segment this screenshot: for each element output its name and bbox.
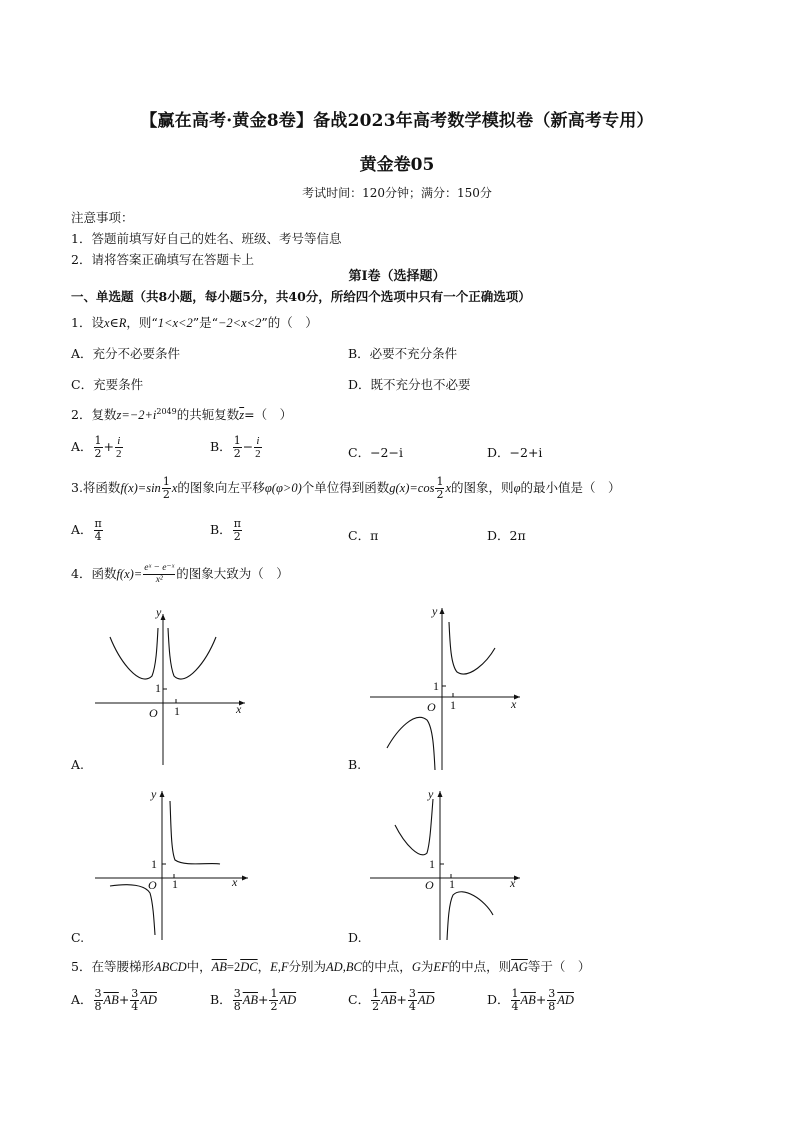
q1-option-d[interactable]: D．既不充分也不必要	[348, 377, 471, 392]
graph-b[interactable]	[365, 600, 535, 775]
curve-right	[447, 892, 493, 940]
tick-label: 1	[433, 679, 439, 693]
q3-option-d[interactable]: D．2π	[487, 528, 526, 543]
section-title: 第I卷（选择题）	[348, 269, 446, 284]
q5-text: 的中点，则	[448, 959, 512, 974]
q5-option-a[interactable]	[71, 988, 157, 1013]
q4-text: 4．函数	[71, 566, 117, 581]
curve-left	[110, 885, 155, 935]
option-label: B．	[210, 439, 232, 454]
q2-option-c[interactable]: C．−2−i	[348, 445, 403, 460]
sign: +	[535, 992, 547, 1007]
exam-title: 【赢在高考·黄金8卷】备战2023年高考数学模拟卷（新高考专用）	[140, 111, 654, 131]
q2-option-d[interactable]: D．−2+i	[487, 445, 543, 460]
fraction: $\frac{3}{4}$	[408, 987, 416, 1013]
q2-option-b[interactable]	[210, 435, 263, 460]
q2-exponent: 2049	[156, 406, 177, 416]
question-3	[71, 476, 621, 501]
q5-math: G	[411, 960, 421, 974]
fraction: $\frac{1}{2}$	[372, 987, 380, 1013]
q5-math: EF	[433, 960, 449, 974]
q5-vector: $\overline{AB}$	[211, 960, 227, 974]
fraction: $\frac{3}{8}$	[548, 987, 556, 1013]
q1-text: ，则“	[126, 315, 158, 330]
sign: +	[103, 439, 115, 454]
vector: $\overline{AB}$	[242, 993, 258, 1007]
axis-x-label: x	[510, 876, 516, 890]
sign: +	[257, 992, 269, 1007]
exam-subtitle: 黄金卷05	[359, 155, 435, 175]
question-5	[71, 957, 590, 975]
q3-math: f(x)=sin	[120, 481, 161, 495]
q5-math: ABCD	[153, 960, 187, 974]
sign: +	[396, 992, 407, 1007]
notes-heading: 注意事项：	[71, 210, 134, 225]
q3-option-b[interactable]	[210, 518, 243, 543]
q5-text: 的中点，	[361, 959, 412, 974]
q1-option-c[interactable]: C．充要条件	[71, 377, 144, 392]
fraction: $\frac{1}{2}$	[233, 434, 241, 460]
fraction: $\frac{i}{2}$	[255, 435, 261, 460]
fraction: $\frac{3}{8}$	[94, 987, 102, 1013]
vector: $\overline{AB}$	[103, 993, 119, 1007]
fraction: $\frac{\text{eˣ − e⁻ˣ}}{\text{x²}}$	[144, 563, 175, 585]
q2-text: =（ ）	[244, 407, 293, 422]
graph-d[interactable]	[365, 785, 535, 945]
sign: −	[242, 439, 254, 454]
tick-label: 1	[449, 877, 455, 891]
graph-a[interactable]	[90, 600, 260, 770]
q1-text: ”的（ ）	[261, 315, 318, 330]
fraction: $\frac{1}{2}$	[436, 475, 444, 501]
option-label: B．	[210, 522, 232, 537]
vector: $\overline{AB}$	[381, 993, 397, 1007]
q3-text: 的最小值是（ ）	[520, 480, 621, 495]
fraction: $\frac{1}{4}$	[511, 987, 519, 1013]
q3-text: 个单位得到函数	[301, 480, 390, 495]
origin-label: O	[148, 878, 157, 892]
part-heading: 一、单选题（共8小题，每小题5分，共40分，所给四个选项中只有一个正确选项）	[71, 289, 531, 304]
vector: $\overline{AB}$	[520, 993, 536, 1007]
option-label: C．	[348, 992, 371, 1007]
fraction: $\frac{\pi}{4}$	[94, 517, 102, 543]
question-2	[71, 405, 292, 423]
q2-zbar: $\overline{z}$	[239, 408, 245, 422]
tick-label: 1	[151, 857, 157, 871]
q1-math: x∈R	[103, 316, 127, 330]
axis-y-label: y	[156, 605, 162, 619]
q5-text: ，	[257, 959, 271, 974]
q4-text: 的图象大致为（ ）	[176, 566, 289, 581]
vector: $\overline{AD}$	[417, 993, 435, 1007]
sign: +	[118, 992, 130, 1007]
q4-math: f(x)=	[116, 567, 143, 581]
q3-text: 3.将函数	[71, 480, 121, 495]
axis-y-label: y	[151, 787, 157, 801]
fraction: $\frac{1}{2}$	[162, 475, 170, 501]
note-item-2: 2．请将答案正确填写在答题卡上	[71, 252, 254, 267]
q5-text: 中，	[186, 959, 212, 974]
tick-label: 1	[174, 704, 180, 718]
q1-math: −2<x<2	[217, 316, 262, 330]
q5-text: 分别为	[288, 959, 327, 974]
vector: $\overline{AD}$	[279, 993, 297, 1007]
curve-right	[168, 628, 216, 679]
q2-text: 的共轭复数	[176, 407, 240, 422]
q3-math: x	[171, 481, 178, 495]
q3-text: 的图象向左平移	[177, 480, 265, 495]
q2-text: 2．复数	[71, 407, 117, 422]
exam-info: 考试时间：120分钟；满分：150分	[302, 186, 492, 200]
q1-text: 1．设	[71, 315, 104, 330]
fraction: $\frac{i}{2}$	[116, 435, 122, 460]
graph-c[interactable]	[90, 785, 260, 945]
q3-option-a[interactable]	[71, 518, 104, 543]
q4-option-a[interactable]: A.	[71, 757, 85, 772]
axis-x-label: x	[236, 702, 242, 716]
curve-left	[395, 799, 433, 855]
q2-option-a[interactable]	[71, 435, 124, 460]
tick-label: 1	[450, 698, 456, 712]
origin-label: O	[427, 700, 436, 714]
q3-text: 的图象，则	[451, 480, 514, 495]
note-item-1: 1．答题前填写好自己的姓名、班级、考号等信息	[71, 231, 342, 246]
curve-right	[170, 801, 220, 864]
q1-math: 1<x<2	[157, 316, 193, 330]
q3-math: φ(φ>0)	[264, 481, 302, 495]
fraction: $\frac{3}{8}$	[233, 987, 241, 1013]
vector: $\overline{AD}$	[557, 993, 574, 1007]
q5-text: 5．在等腰梯形	[71, 959, 154, 974]
q2-math: z=−2+i	[116, 408, 157, 422]
question-1	[71, 313, 318, 331]
tick-label: 1	[155, 681, 161, 695]
q3-option-c[interactable]: C．π	[348, 528, 379, 543]
option-label: A．	[71, 522, 93, 537]
fraction: $\frac{3}{4}$	[131, 987, 139, 1013]
axis-y-label: y	[432, 604, 438, 618]
q3-math: x	[445, 481, 452, 495]
option-label: D．	[487, 992, 510, 1007]
tick-label: 1	[172, 877, 178, 891]
q1-option-b[interactable]: B．必要不充分条件	[348, 346, 458, 361]
q5-math: =2	[226, 960, 241, 974]
q4-option-b[interactable]: B.	[348, 757, 362, 772]
q5-option-b[interactable]	[210, 988, 296, 1013]
curve-left	[387, 717, 435, 770]
axis-x-label: x	[232, 875, 238, 889]
origin-label: O	[149, 706, 158, 720]
vector: $\overline{AD}$	[140, 993, 157, 1007]
q3-math: φ	[513, 481, 521, 495]
q5-option-c[interactable]	[348, 988, 435, 1013]
q5-math: AD,BC	[326, 960, 362, 974]
fraction: $\frac{\pi}{2}$	[233, 517, 241, 543]
option-label: B．	[210, 992, 232, 1007]
option-label: A．	[71, 992, 93, 1007]
q5-text: 为	[420, 959, 434, 974]
q5-option-d[interactable]	[487, 988, 574, 1013]
option-label: A．	[71, 439, 93, 454]
q3-math: g(x)=cos	[389, 481, 435, 495]
question-4	[71, 563, 289, 586]
q1-option-a[interactable]: A．充分不必要条件	[71, 346, 181, 361]
q5-math: E,F	[270, 960, 289, 974]
curve-right	[449, 622, 495, 674]
tick-label: 1	[429, 857, 435, 871]
axis-y-label: y	[428, 787, 434, 801]
curve-left	[110, 628, 158, 679]
q5-vector: $\overline{AG}$	[511, 960, 528, 974]
fraction: $\frac{1}{2}$	[94, 434, 102, 460]
q5-vector: $\overline{DC}$	[240, 960, 258, 974]
q1-text: ”是“	[192, 315, 218, 330]
q4-option-c[interactable]: C.	[71, 930, 85, 945]
q4-option-d[interactable]: D.	[348, 930, 362, 945]
axis-x-label: x	[511, 697, 517, 711]
fraction: $\frac{1}{2}$	[270, 987, 278, 1013]
origin-label: O	[425, 878, 434, 892]
q5-text: 等于（ ）	[527, 959, 591, 974]
